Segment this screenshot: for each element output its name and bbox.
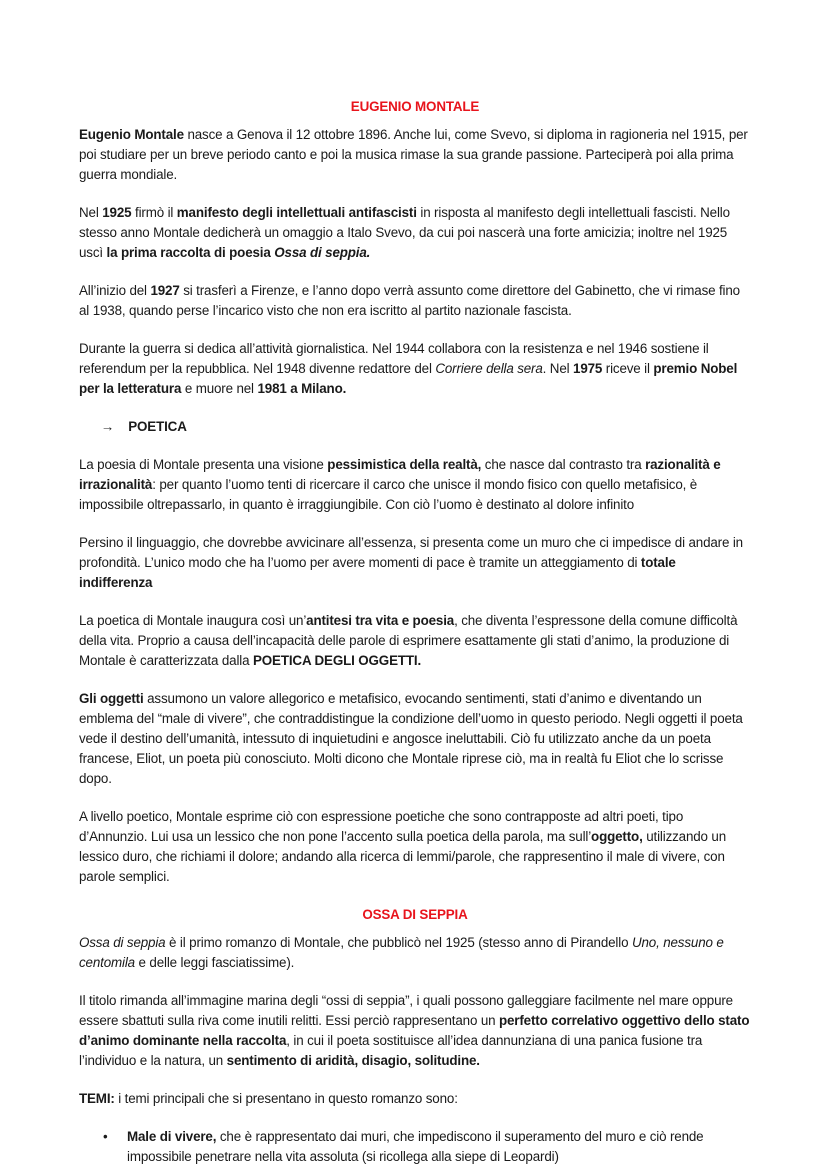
section-heading: OSSA DI SEPPIA (362, 907, 468, 922)
text-run: : per quanto l’uomo tenti di ricercare il carco che unisce il mondo fisico con quello metafisico, è impossibile oltrepassarlo, in quanto è irraggiungibile. Con ciò l’uomo è destinato al dolore infinito (79, 477, 698, 512)
text-run: . Nel (542, 361, 574, 376)
paragraph (79, 533, 751, 593)
section-heading: EUGENIO MONTALE (350, 99, 480, 114)
arrow-icon: → (101, 419, 115, 434)
list-item (103, 1127, 751, 1167)
text-run: è il primo romanzo di Montale, che pubblicò nel 1925 (stesso anno di Pirandello (165, 935, 632, 950)
text-run: Nel (79, 205, 103, 220)
text-run: Male di vivere, (127, 1129, 217, 1144)
text-run: , in cui il poeta sostituisce all’idea dannunziana di una panica fusione tra l’individuo e la natura, un (79, 1033, 703, 1068)
text-run: firmò il (131, 205, 177, 220)
text-run: 1925 (102, 205, 132, 220)
text-run: La poetica di Montale inaugura così un’ (79, 613, 307, 628)
text-run: sentimento di aridità, disagio, solitudine. (226, 1053, 480, 1068)
text-run: Ossa di seppia (79, 935, 166, 950)
text-run: nasce a Genova il 12 ottobre 1896. Anche lui, come Svevo, si diploma in ragioneria nel 1915, per poi studiare per un breve periodo canto e poi la musica rimase la sua grande passione. Parteciperà poi alla prima guerra mondiale. (79, 127, 748, 182)
text-run: razionalità e irrazionalità (79, 457, 721, 492)
text-run: Uno, nessuno e centomila (79, 935, 724, 970)
text-run: , che diventa l’espressone della comune difficoltà della vita. Proprio a causa dell’incapacità delle parole di esprimere esattamente gli stati d’animo, la produzione di Montale è caratterizzata dalla (79, 613, 738, 668)
text-run: TEMI: (79, 1091, 115, 1106)
paragraph (79, 807, 751, 887)
subheading-poetica (101, 417, 751, 437)
text-run: Persino il linguaggio, che dovrebbe avvicinare all’essenza, si presenta come un muro che ci impedisce di andare in profondità. L’unico modo che ha l’uomo per avere momenti di pace è tramite un atteggiamento di (79, 535, 743, 570)
text-run: perfetto correlativo oggettivo dello stato d’animo dominante nella raccolta (79, 1013, 750, 1048)
text-run: che nasce dal contrasto tra (481, 457, 646, 472)
text-run: utilizzando un lessico duro, che richiami il dolore; andando alla ricerca di lemmi/parole, che rappresentino il male di vivere, con parole semplici. (79, 829, 727, 884)
paragraph (79, 455, 751, 515)
text-run: Gli oggetti (79, 691, 144, 706)
text-run: la prima raccolta di poesia (106, 245, 275, 260)
text-run: Corriere della sera (435, 361, 543, 376)
text-run: che è rappresentato dai muri, che impediscono il superamento del muro e ciò rende impossibile penetrare nella vita assoluta (si ricollega alla siepe di Leopardi) (127, 1129, 704, 1164)
bullet-icon: • (103, 1129, 108, 1144)
text-run: Il titolo rimanda all’immagine marina degli “ossi di seppia”, i quali possono galleggiare facilmente nel mare oppure essere sbattuti sulla riva come inutili relitti. Essi perciò rappresentano un (79, 993, 733, 1028)
text-run: manifesto degli intellettuali antifascisti (176, 205, 417, 220)
paragraph (79, 1089, 751, 1109)
bullet-list (79, 1127, 751, 1167)
text-run: oggetto, (591, 829, 643, 844)
text-run: POETICA DEGLI OGGETTI. (253, 653, 422, 668)
text-run: in risposta al manifesto degli intellettuali fascisti. Nello stesso anno Montale dedicherà un omaggio a Italo Svevo, da cui poi nascerà una forte amicizia; inoltre nel 1925 uscì (79, 205, 730, 260)
document-page (79, 97, 751, 1167)
text-run: 1981 a Milano. (257, 381, 347, 396)
subheading-label: POETICA (128, 419, 187, 434)
text-run: Ossa di seppia. (274, 245, 371, 260)
text-run: Eugenio Montale (79, 127, 184, 142)
text-run: si trasferì a Firenze, e l’anno dopo verrà assunto come direttore del Gabinetto, che vi rimase fino al 1938, quando perse l’incarico visto che non era iscritto al partito nazionale fascista. (79, 283, 740, 318)
text-run: antitesi tra vita e poesia (306, 613, 455, 628)
text-run: La poesia di Montale presenta una visione (79, 457, 328, 472)
paragraph (79, 203, 751, 263)
text-run: 1927 (150, 283, 180, 298)
text-run: riceve il (602, 361, 654, 376)
paragraph (79, 611, 751, 671)
text-run: totale indifferenza (79, 555, 676, 590)
text-run: 1975 (573, 361, 603, 376)
text-run: A livello poetico, Montale esprime ciò con espressione poetiche che sono contrapposte ad altri poeti, tipo d’Annunzio. Lui usa un lessico che non pone l’accento sulla poetica della parola, ma sull’ (79, 809, 684, 844)
paragraph (79, 991, 751, 1071)
paragraph (79, 689, 751, 789)
text-run: e muore nel (181, 381, 258, 396)
text-run: assumono un valore allegorico e metafisico, evocando sentimenti, stati d’animo e diventando un emblema del “male di vivere”, che contraddistingue la condizione dell’uomo in questo periodo. Negli oggetti il poeta vede il destino dell’umanità, intessuto di inquietudini e angosce ineluttabili. Ciò fu utilizzato anche da un poeta francese, Eliot, un poeta più conosciuto. Molti dicono che Montale riprese ciò, ma in realtà fu Eliot che lo scrisse dopo. (79, 691, 743, 786)
text-run: Durante la guerra si dedica all’attività giornalistica. Nel 1944 collabora con la resistenza e nel 1946 sostiene il referendum per la repubblica. Nel 1948 divenne redattore del (79, 341, 709, 376)
text-run: e delle leggi fasciatissime). (134, 955, 295, 970)
text-run: All’inizio del (79, 283, 151, 298)
paragraph (79, 125, 751, 185)
paragraph (79, 339, 751, 399)
text-run: premio Nobel per la letteratura (79, 361, 738, 396)
paragraph (79, 933, 751, 973)
paragraph (79, 281, 751, 321)
text-run: i temi principali che si presentano in questo romanzo sono: (114, 1091, 458, 1106)
text-run: pessimistica della realtà, (327, 457, 482, 472)
